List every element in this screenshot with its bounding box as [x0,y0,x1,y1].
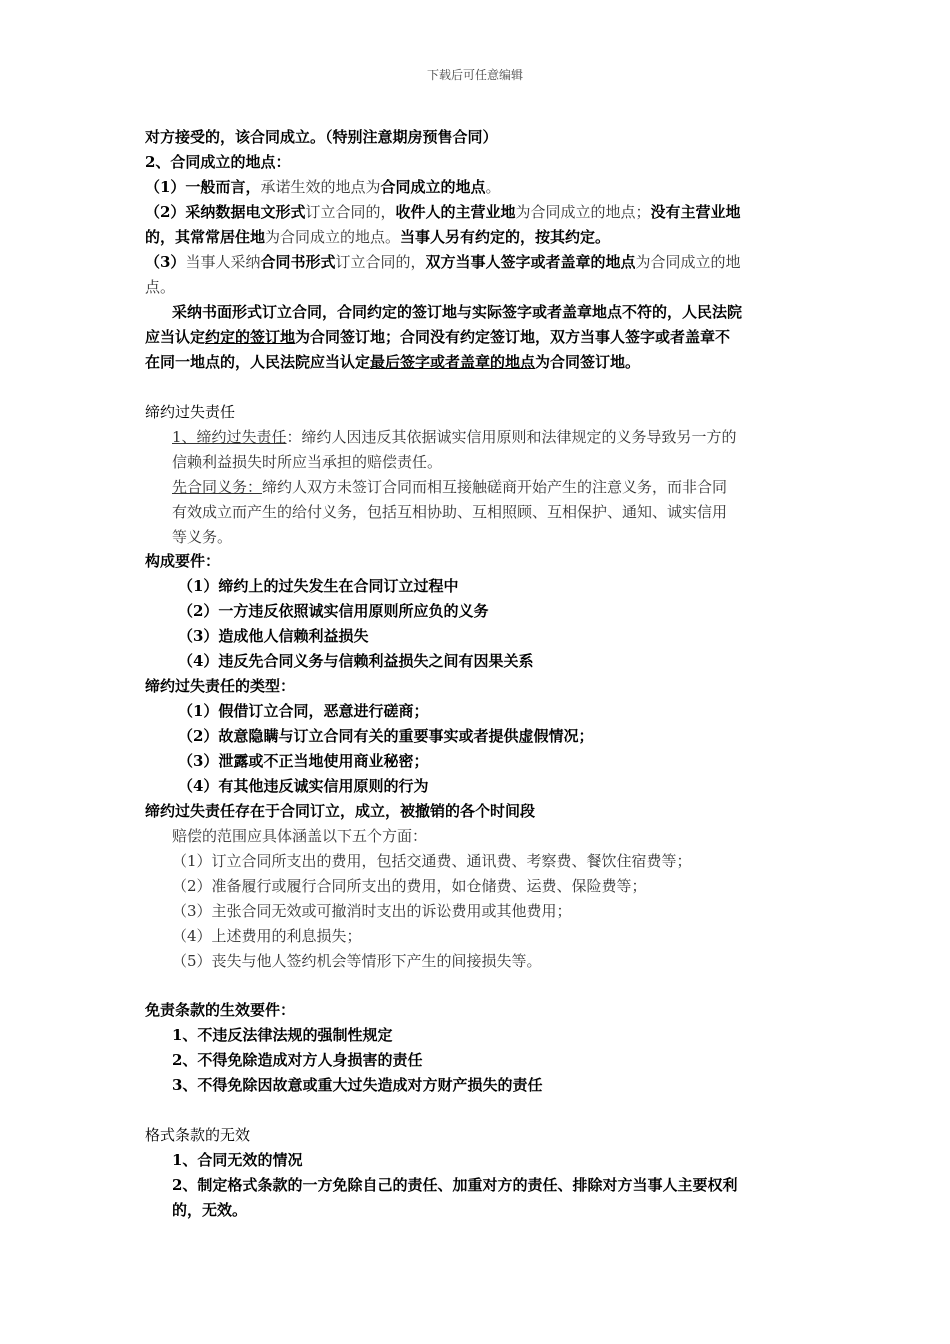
list-item: （3）主张合同无效或可撤消时支出的诉讼费用或其他费用； [172,902,572,920]
list-item: 2、制定格式条款的一方免除自己的责任、加重对方的责任、排除对方当事人主要权利 [172,1176,738,1194]
paragraph-line: 有效成立而产生的给付义务，包括互相协助、互相照顾、互相保护、通知、诚实信用 [172,503,728,521]
list-item: （4）违反先合同义务与信赖利益损失之间有因果关系 [178,652,534,670]
list-item: （5）丧失与他人签约机会等情形下产生的间接损失等。 [172,952,542,970]
paragraph-line: 等义务。 [172,528,233,546]
list-item: （2）一方违反依照诚实信用原则所应负的义务 [178,602,489,620]
paragraph-line: 对方接受的，该合同成立。（特别注意期房预售合同） [145,128,498,146]
paragraph-line: 应当认定约定的签订地为合同签订地；合同没有约定签订地，双方当事人签字或者盖章不 [145,328,731,346]
paragraph-line: 点。 [145,278,176,296]
list-item: 3、不得免除因故意或重大过失造成对方财产损失的责任 [172,1076,543,1094]
section-heading: 缔约过失责任 [145,403,236,421]
list-item: （3）造成他人信赖利益损失 [178,627,369,645]
list-item: （1）假借订立合同，恶意进行磋商； [178,702,429,720]
list-item: 2、不得免除造成对方人身损害的责任 [172,1051,423,1069]
section-heading: 2、合同成立的地点： [145,153,291,171]
paragraph-line: （2）采纳数据电文形式订立合同的，收件人的主营业地为合同成立的地点；没有主营业地 [145,203,741,221]
paragraph-line: 赔偿的范围应具体涵盖以下五个方面： [172,827,428,845]
paragraph-line: 在同一地点的，人民法院应当认定最后签字或者盖章的地点为合同签订地。 [145,353,641,371]
paragraph-line: 的，其常常居住地为合同成立的地点。当事人另有约定的，按其约定。 [145,228,611,246]
paragraph-line: 信赖利益损失时所应当承担的赔偿责任。 [172,453,443,471]
paragraph-line: 采纳书面形式订立合同，合同约定的签订地与实际签字或者盖章地点不符的，人民法院 [172,303,743,321]
paragraph-line: 1、缔约过失责任：缔约人因违反其依据诚实信用原则和法律规定的义务导致另一方的 [172,428,737,446]
section-heading: 缔约过失责任存在于合同订立，成立，被撤销的各个时间段 [145,802,536,820]
section-heading: 构成要件： [145,552,221,570]
paragraph-line: （3）当事人采纳合同书形式订立合同的，双方当事人签字或者盖章的地点为合同成立的地 [145,253,741,271]
paragraph-line: 先合同义务：缔约人双方未签订合同而相互接触磋商开始产生的注意义务，而非合同 [172,478,728,496]
list-item: （3）泄露或不正当地使用商业秘密； [178,752,429,770]
list-item: （2）故意隐瞒与订立合同有关的重要事实或者提供虚假情况； [178,727,594,745]
list-item: 1、不违反法律法规的强制性规定 [172,1026,393,1044]
list-item: 的，无效。 [172,1201,248,1219]
section-heading: 格式条款的无效 [145,1126,251,1144]
list-item: （2）准备履行或履行合同所支出的费用，如仓储费、运费、保险费等； [172,877,647,895]
list-item: （4）上述费用的利息损失； [172,927,362,945]
list-item: （4）有其他违反诚实信用原则的行为 [178,777,429,795]
section-heading: 缔约过失责任的类型： [145,677,296,695]
section-heading: 免责条款的生效要件： [145,1001,296,1019]
paragraph-line: （1）一般而言，承诺生效的地点为合同成立的地点。 [145,178,501,196]
list-item: 1、合同无效的情况 [172,1151,303,1169]
page-header: 下载后可任意编辑 [426,68,523,82]
list-item: （1）订立合同所支出的费用，包括交通费、通讯费、考察费、餐饮住宿费等； [172,852,692,870]
list-item: （1）缔约上的过失发生在合同订立过程中 [178,577,459,595]
